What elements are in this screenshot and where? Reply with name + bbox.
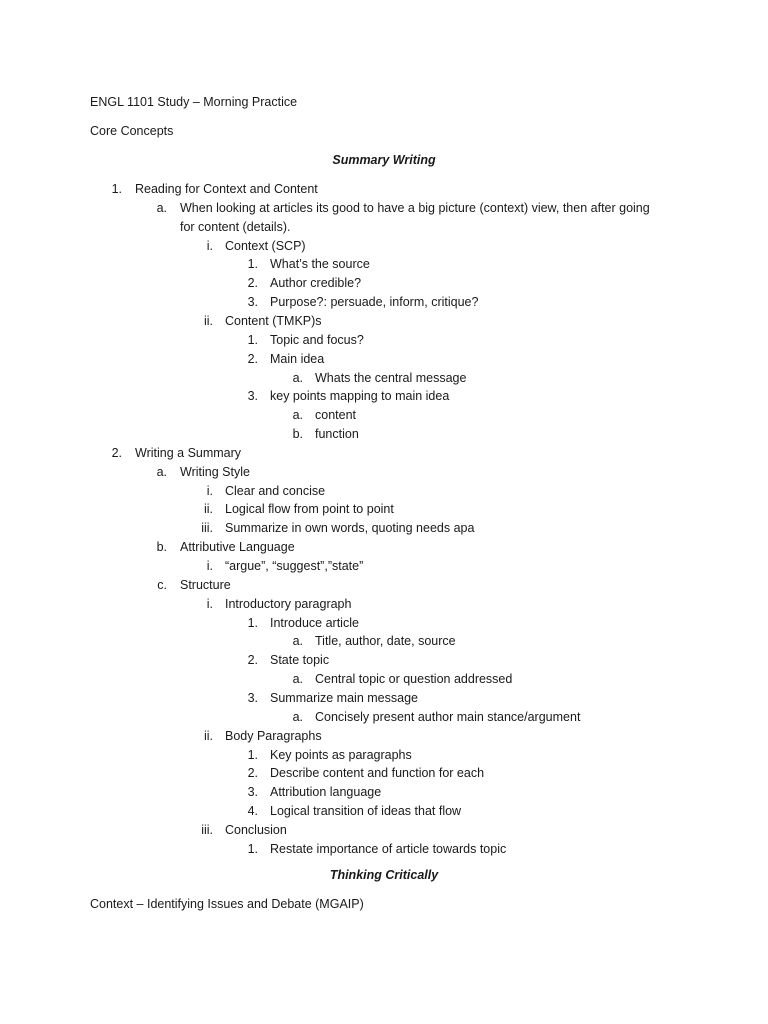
- outline-text: Whats the central message: [315, 371, 467, 385]
- outline-text: Structure: [180, 578, 231, 592]
- outline-marker: ii.: [203, 729, 213, 743]
- outline-text: Summarize in own words, quoting needs apa: [225, 521, 475, 535]
- outline-text: Logical flow from point to point: [225, 502, 394, 516]
- outline-marker: 3.: [247, 691, 258, 705]
- outline-marker: i.: [206, 559, 213, 573]
- outline-text: Describe content and function for each: [270, 766, 485, 780]
- outline-marker: 2.: [247, 352, 258, 366]
- outline-marker: 3.: [247, 295, 258, 309]
- outline-text: Introduce article: [270, 616, 359, 630]
- outline-marker: b.: [292, 427, 303, 441]
- outline-marker: 1.: [247, 842, 258, 856]
- outline-marker: i.: [206, 239, 213, 253]
- outline-text: Author credible?: [270, 276, 362, 290]
- outline-marker: 1.: [111, 182, 122, 196]
- outline-marker: 3.: [247, 785, 258, 799]
- outline-marker: 2.: [247, 653, 258, 667]
- outline-text: Restate importance of article towards topic: [270, 842, 507, 856]
- outline-text: Purpose?: persuade, inform, critique?: [270, 295, 479, 309]
- outline-text: Main idea: [270, 352, 325, 366]
- outline-marker: a.: [156, 465, 167, 479]
- outline-text: Concisely present author main stance/argument: [315, 710, 581, 724]
- outline-text: Reading for Context and Content: [135, 182, 318, 196]
- outline-marker: a.: [292, 371, 303, 385]
- outline-text: Attribution language: [270, 785, 382, 799]
- outline-marker: 2.: [247, 766, 258, 780]
- outline-text: Body Paragraphs: [225, 729, 322, 743]
- outline-text: for content (details).: [180, 220, 291, 234]
- outline-marker: 3.: [247, 389, 258, 403]
- outline-text: Clear and concise: [225, 484, 326, 498]
- outline-text: When looking at articles its good to have a big picture (context) view, then after going: [180, 201, 650, 215]
- outline-text: Topic and focus?: [270, 333, 364, 347]
- outline-marker: i.: [206, 597, 213, 611]
- outline-marker: i.: [206, 484, 213, 498]
- summary-writing-heading: Summary Writing: [332, 153, 436, 167]
- closing-line: Context – Identifying Issues and Debate (MGAIP): [90, 897, 364, 911]
- outline-text: Content (TMKP)s: [225, 314, 322, 328]
- outline-text: function: [315, 427, 359, 441]
- outline-text: content: [315, 408, 357, 422]
- outline-text: Context (SCP): [225, 239, 306, 253]
- outline-marker: b.: [156, 540, 167, 554]
- outline-marker: a.: [292, 634, 303, 648]
- outline-marker: iii.: [201, 521, 213, 535]
- outline-text: Writing Style: [180, 465, 250, 479]
- outline-text: “argue”, “suggest”,”state”: [225, 559, 364, 573]
- outline-marker: ii.: [203, 314, 213, 328]
- outline-marker: 2.: [247, 276, 258, 290]
- outline-marker: a.: [156, 201, 167, 215]
- document-title: ENGL 1101 Study – Morning Practice: [90, 95, 298, 109]
- outline-text: What’s the source: [270, 257, 370, 271]
- section-label: Core Concepts: [90, 124, 174, 138]
- outline-marker: 1.: [247, 333, 258, 347]
- outline-text: Title, author, date, source: [315, 634, 456, 648]
- outline-marker: a.: [292, 408, 303, 422]
- outline-text: Logical transition of ideas that flow: [270, 804, 462, 818]
- outline-text: Writing a Summary: [135, 446, 242, 460]
- outline-marker: 1.: [247, 257, 258, 271]
- outline-marker: 2.: [111, 446, 122, 460]
- outline-marker: iii.: [201, 823, 213, 837]
- outline-text: Key points as paragraphs: [270, 748, 412, 762]
- outline-marker: 4.: [247, 804, 258, 818]
- outline-text: key points mapping to main idea: [270, 389, 450, 403]
- outline-marker: 1.: [247, 616, 258, 630]
- outline-marker: a.: [292, 672, 303, 686]
- outline-text: Summarize main message: [270, 691, 418, 705]
- outline-marker: a.: [292, 710, 303, 724]
- outline-marker: c.: [157, 578, 167, 592]
- outline-text: Central topic or question addressed: [315, 672, 513, 686]
- outline-text: Attributive Language: [180, 540, 295, 554]
- outline-marker: ii.: [203, 502, 213, 516]
- outline-marker: 1.: [247, 748, 258, 762]
- thinking-critically-heading: Thinking Critically: [329, 868, 439, 882]
- outline-text: Conclusion: [225, 823, 287, 837]
- outline-text: State topic: [270, 653, 330, 667]
- outline-text: Introductory paragraph: [225, 597, 352, 611]
